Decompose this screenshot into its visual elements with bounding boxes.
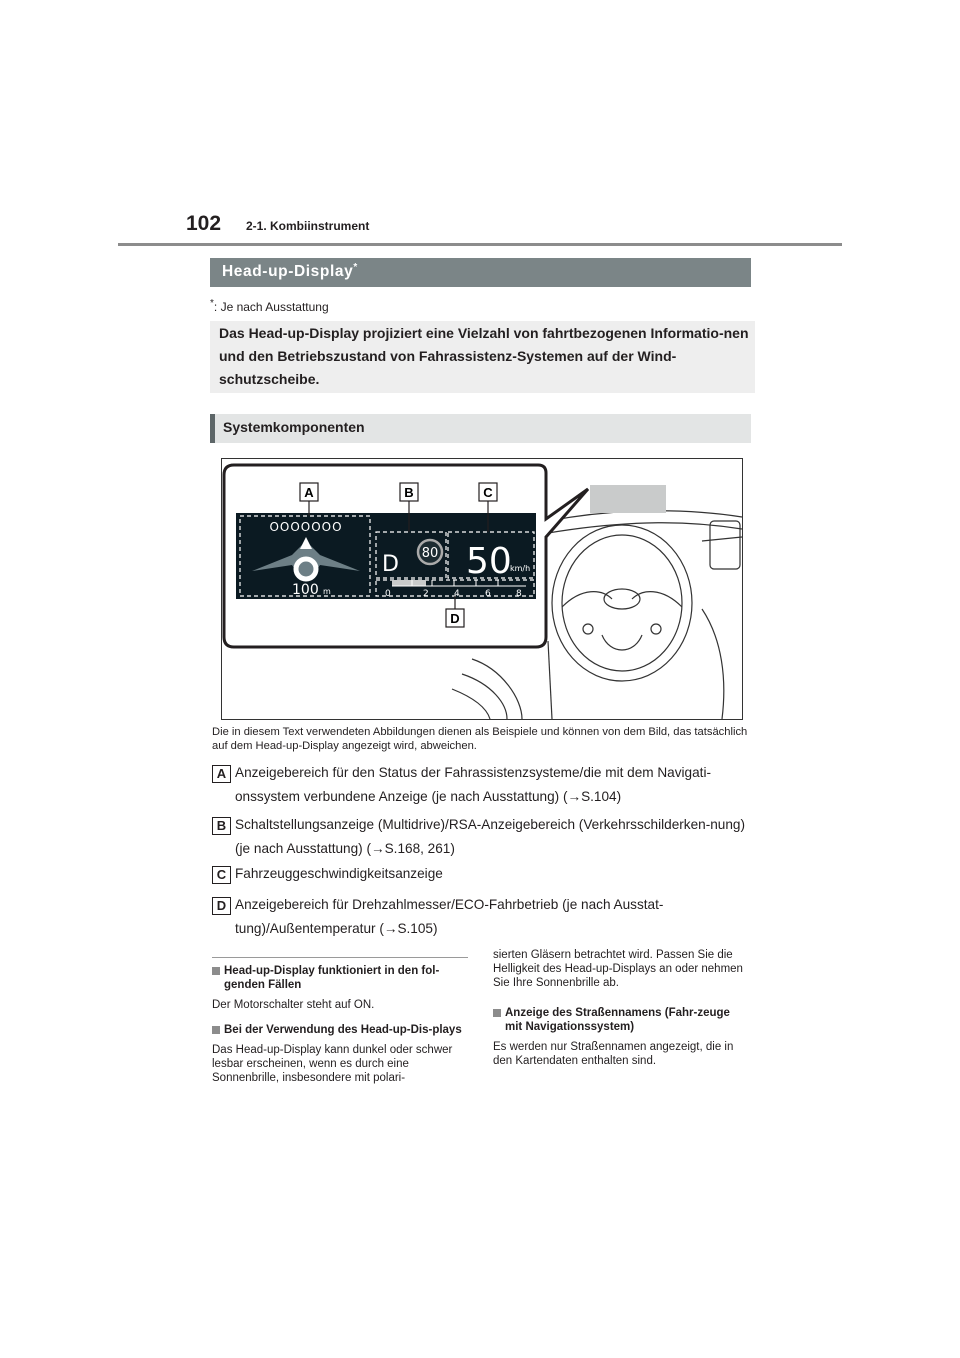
- hud-illustration: [221, 458, 743, 720]
- square-bullet-icon: [212, 967, 220, 975]
- rpm-scale-label: 8: [516, 589, 522, 599]
- note-heading-text: Bei der Verwendung des Head-up-Dis-plays: [224, 1024, 462, 1036]
- rpm-scale-label: 4: [454, 589, 460, 599]
- rpm-scale-label: 2: [423, 589, 429, 599]
- hud-shift-position: D: [382, 552, 399, 577]
- component-item-d: [212, 893, 757, 941]
- callout-d-label: D: [450, 611, 460, 626]
- callout-c-label: C: [483, 485, 493, 500]
- note-heading: [493, 1006, 749, 1034]
- component-item-c: [212, 862, 757, 886]
- note-heading-text: Head-up-Display funktioniert in den fol-genden Fällen: [224, 965, 440, 991]
- hud-distance: 100: [292, 582, 319, 598]
- component-text: Fahrzeuggeschwindigkeitsanzeige: [235, 866, 443, 881]
- note-heading: [212, 1023, 468, 1037]
- component-label: D: [212, 897, 231, 915]
- rpm-scale-label: 6: [485, 589, 491, 599]
- component-text: Schaltstellungsanzeige (Multidrive)/RSA-Anzeigebereich (Verkehrsschilderken-nung) (je nach Ausstattung) (→S.168, 261): [235, 817, 746, 856]
- callout-a-label: A: [304, 485, 314, 500]
- component-label: C: [212, 866, 231, 884]
- note-body: Es werden nur Straßennamen angezeigt, die in den Kartendaten enthalten sind.: [493, 1041, 734, 1067]
- note-body: Das Head-up-Display kann dunkel oder schwer lesbar erscheinen, wenn es durch eine Sonnenbrille, insbesondere mit polari-: [212, 1044, 453, 1084]
- note-body: Der Motorschalter steht auf ON.: [212, 999, 375, 1011]
- footnote-text: : Je nach Ausstattung: [213, 300, 329, 314]
- subsection-accent: [210, 414, 215, 443]
- square-bullet-icon: [493, 1009, 501, 1017]
- rpm-bar-fill: [392, 580, 426, 586]
- hud-distance-unit: m: [323, 587, 331, 596]
- callout-a: [300, 483, 318, 501]
- note-heading: [212, 964, 468, 992]
- header-divider: [118, 243, 842, 246]
- component-item-b: [212, 813, 757, 861]
- chapter-title: 2-1. Kombiinstrument: [246, 219, 370, 233]
- note-operation: [212, 964, 468, 1012]
- note-street-names: [493, 1006, 749, 1068]
- note-usage: [212, 1023, 468, 1085]
- page-number: 102: [186, 212, 222, 235]
- footnote: [210, 298, 329, 314]
- windshield-projection: [590, 485, 666, 513]
- notes-divider: [212, 957, 468, 958]
- component-text: Anzeigebereich für Drehzahlmesser/ECO-Fahrbetrieb (je nach Ausstat-tung)/Außentemperatur (→S.105): [235, 897, 664, 936]
- note-usage-continued: [493, 948, 749, 990]
- hud-illustration-svg: [222, 459, 742, 719]
- callout-b-label: B: [404, 485, 414, 500]
- footnote-mark: *: [210, 298, 214, 309]
- component-label: A: [212, 765, 231, 783]
- speed-limit-value: 80: [421, 546, 439, 561]
- hud-speed-unit: km/h: [510, 564, 531, 573]
- square-bullet-icon: [212, 1026, 220, 1034]
- note-heading-text: Anzeige des Straßennamens (Fahr-zeuge mit Navigationssystem): [505, 1007, 730, 1033]
- section-title-mark: *: [353, 262, 358, 273]
- component-label: B: [212, 817, 231, 835]
- rpm-scale-label: 0: [385, 589, 391, 599]
- intro-text: Das Head-up-Display projiziert eine Vielzahl von fahrtbezogenen Informatio-nen und den Betriebszustand von Fahrassistenz-Systemen auf der Wind-schutzscheibe.: [219, 325, 749, 387]
- note-body: sierten Gläsern betrachtet wird. Passen Sie die Helligkeit des Head-up-Displays an oder nehmen Sie Ihre Sonnenbrille ab.: [493, 949, 743, 989]
- hud-speed: 50: [466, 541, 512, 582]
- component-item-a: [212, 761, 757, 809]
- illustration-caption: Die in diesem Text verwendeten Abbildungen dienen als Beispiele und können von dem Bild, das tatsächlich auf dem Head-up-Display angezeigt wird, abweichen.: [212, 726, 748, 752]
- component-text: Anzeigebereich für den Status der Fahrassistenzsysteme/die mit dem Navigati-onssystem verbundene Anzeige (je nach Ausstattung) (→S.104): [235, 765, 712, 804]
- section-title-text: Head-up-Display: [222, 263, 354, 281]
- callout-d: [446, 609, 464, 627]
- hud-dots: OOOOOOO: [269, 520, 343, 534]
- callout-c: [479, 483, 497, 501]
- subsection-title: Systemkomponenten: [223, 419, 365, 435]
- callout-b: [400, 483, 418, 501]
- section-title: [222, 262, 358, 281]
